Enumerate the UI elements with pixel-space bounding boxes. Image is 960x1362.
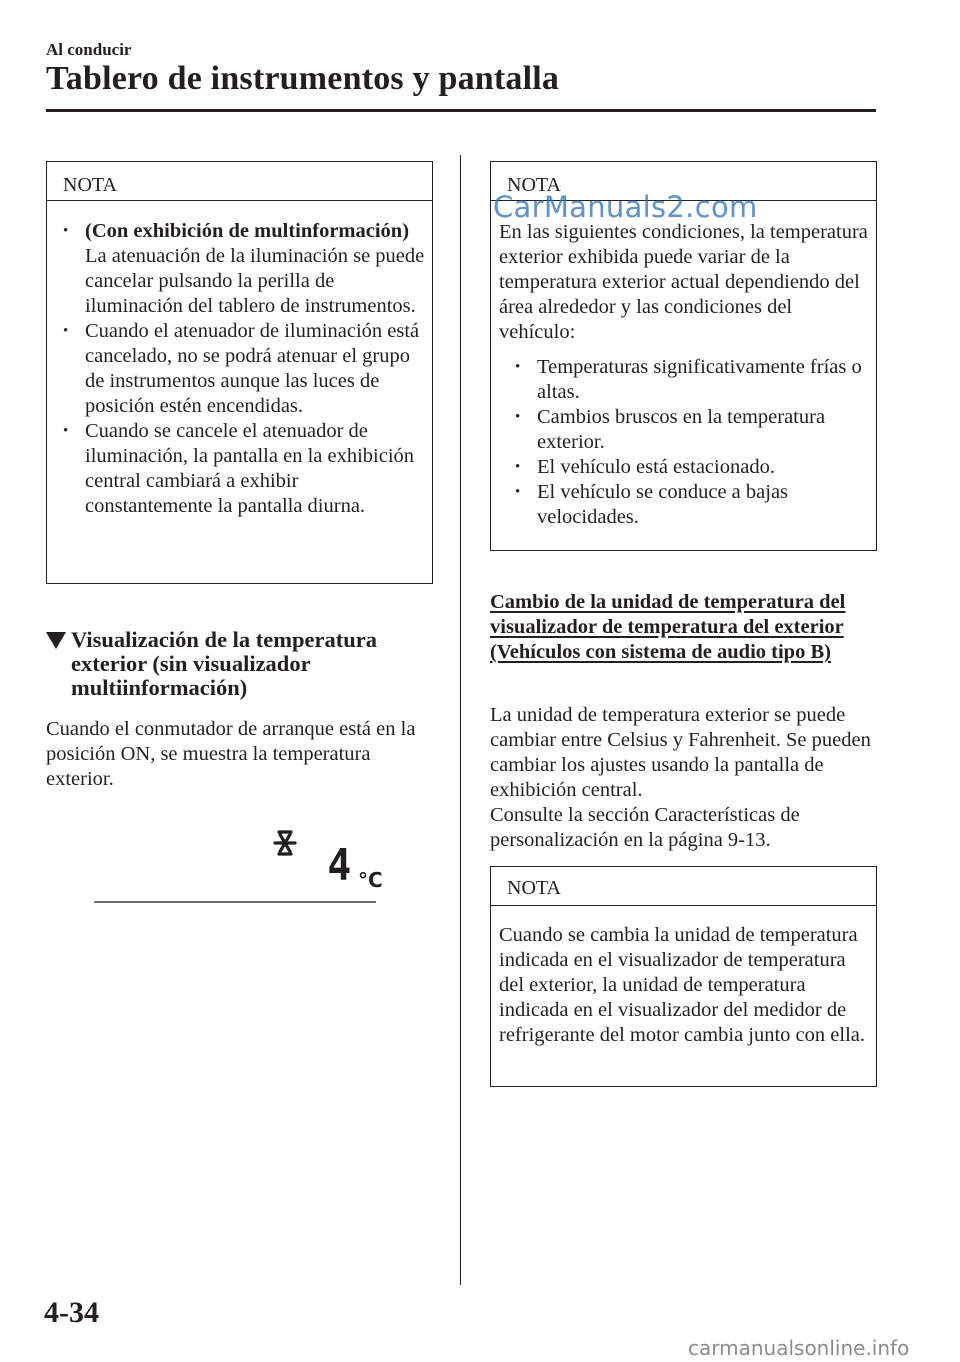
watermark-logo: CarManuals2.com [493,190,758,224]
paragraph-outside-temperature: Cuando el conmutador de arranque está en la posición ON, se muestra la temperatura exterior. [46,718,416,790]
note-item: • El vehículo está estacionado. [509,455,871,480]
temperature-unit: °C [358,868,383,892]
note-label: NOTA [507,877,561,899]
note-rule [491,905,876,906]
paragraph-unit-change: La unidad de temperatura exterior se puede cambiar entre Celsius y Fahrenheit. Se pueden cambiar los ajustes usando la pantalla de exhibición central. Consulte la sección Características de personalización en la página 9-13. [490,704,871,851]
subheading-unit-change: Cambio de la unidad de temperatura del visualizador de temperatura del exterior (Vehículos con sistema de audio tipo B) [490,591,846,663]
note-item-text: La atenuación de la iluminación se puede cancelar pulsando la perilla de iluminación del tablero de instrumentos. [85,245,425,317]
note-item-heading: • (Con exhibición de multinformación) [85,220,410,242]
temperature-display-illustration [94,820,384,910]
footer-watermark: carmanualsonline.info [688,1336,910,1360]
temperature-digit: 4 [327,840,352,891]
note-label: NOTA [63,174,117,196]
triangle-marker-icon [46,632,66,649]
note-item: • Cuando el atenuador de iluminación está cancelado, no se podrá atenuar el grupo de instrumentos aunque las luces de posición estén encendidas. [57,319,425,419]
note-item: • Cuando se cancele el atenuador de iluminación, la pantalla en la exhibición central cambiará a exhibir constantemente la pantalla diurna. [57,419,425,519]
note-item: • Temperaturas significativamente frías o altas. [509,355,871,405]
note-rule [47,200,432,201]
page-title: Tablero de instrumentos y pantalla [46,60,560,97]
note-label: NOTA [507,174,561,196]
header-rule [46,109,876,112]
note-item: • Cambios bruscos en la temperatura exterior. [509,405,871,455]
note-item: • El vehículo se conduce a bajas velocidades. [509,480,871,530]
section-label: Al conducir [46,40,132,59]
page-number: 4-34 [44,1296,99,1329]
note-item [57,219,425,319]
note-text: Cuando se cambia la unidad de temperatura indicada en el visualizador de temperatura del exterior, la unidad de temperatura indicada en el visualizador del medidor de refrigerante del motor cambia junto con ella. [499,924,865,1046]
note-box-dimmer [46,161,433,584]
column-divider [460,155,461,1285]
note-intro: En las siguientes condiciones, la temperatura exterior exhibida puede variar de la temperatura exterior actual dependiendo del área alrededor y las condiciones del vehículo: [499,221,868,343]
subheading-outside-temperature: Visualización de la temperatura exterior (sin visualizador multiinformación) [46,628,436,700]
note-box-unit [490,866,877,1087]
